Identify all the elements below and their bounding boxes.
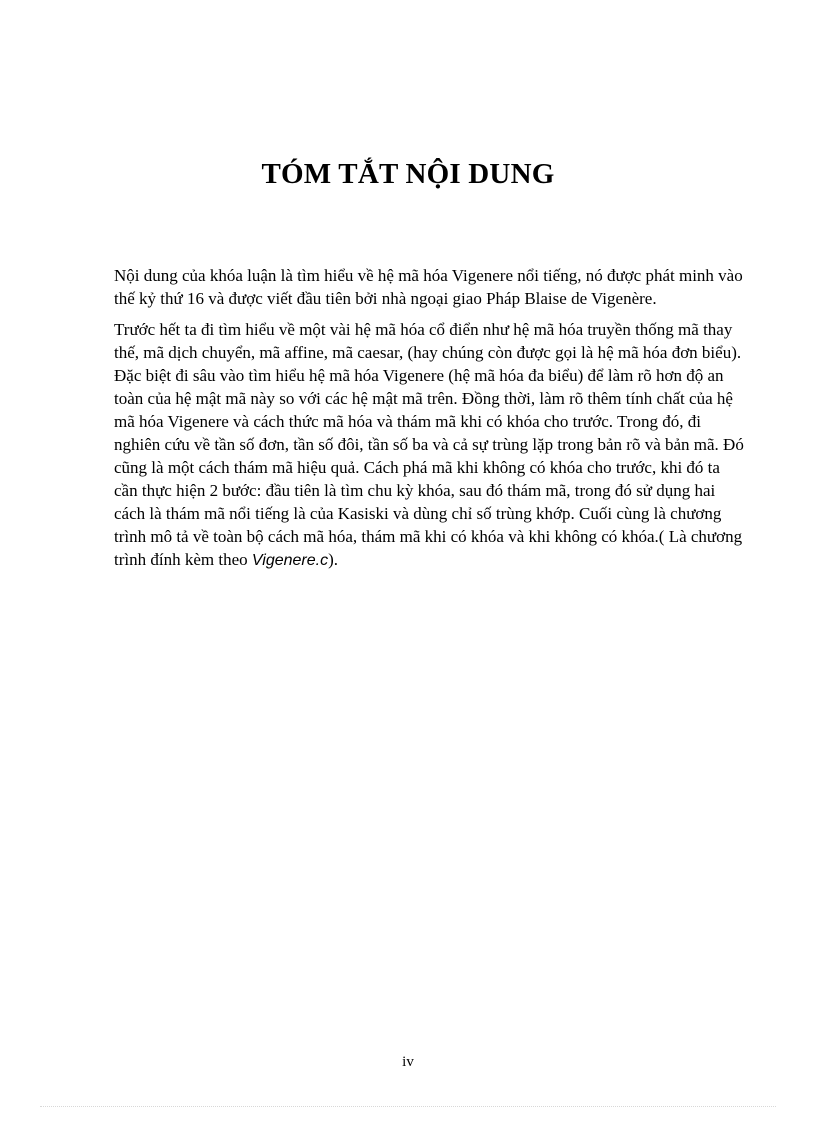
paragraph-details-text: Trước hết ta đi tìm hiểu về một vài hệ mã hóa cổ điển như hệ mã hóa truyền thống mã thay thế, mã dịch chuyển, mã affine, mã caesar, (hay chúng còn được gọi là hệ mã hóa đơn biểu). Đặc biệt đi sâu vào tìm hiểu hệ mã hóa Vigenere (hệ mã hóa đa biểu) để làm rõ hơn độ an toàn của hệ mật mã này so với các hệ mật mã trên. Đồng thời, làm rõ thêm tính chất của hệ mã hóa Vigenere và cách thức mã hóa và thám mã khi có khóa cho trước. Trong đó, đi nghiên cứu về tần số đơn, tần số đôi, tần số ba và cả sự trùng lặp trong bản rõ và bản mã. Đó cũng là một cách thám mã hiệu quả. Cách phá mã khi không có khóa cho trước, khi đó ta cần thực hiện 2 bước: đầu tiên là tìm chu kỳ khóa, sau đó thám mã, trong đó sử dụng hai cách là thám mã nổi tiếng là của Kasiski và dùng chỉ số trùng khớp. Cuối cùng là chương trình mô tả về toàn bộ cách mã hóa, thám mã khi có khóa và khi không có khóa.( Là chương trình đính kèm theo (114, 320, 744, 569)
abstract-body (114, 264, 746, 580)
program-file-name: Vigenere.c (251, 552, 329, 569)
paragraph-details (114, 318, 746, 572)
page-title: TÓM TẮT NỘI DUNG (261, 158, 555, 190)
page-bottom-divider (40, 1106, 776, 1107)
page-number: iv (402, 1054, 414, 1070)
paragraph-intro: Nội dung của khóa luận là tìm hiểu về hệ mã hóa Vigenere nổi tiếng, nó được phát minh vào thế kỷ thứ 16 và được viết đầu tiên bởi nhà ngoại giao Pháp Blaise de Vigenère. (114, 266, 743, 308)
paragraph-details-end: ). (328, 550, 338, 569)
